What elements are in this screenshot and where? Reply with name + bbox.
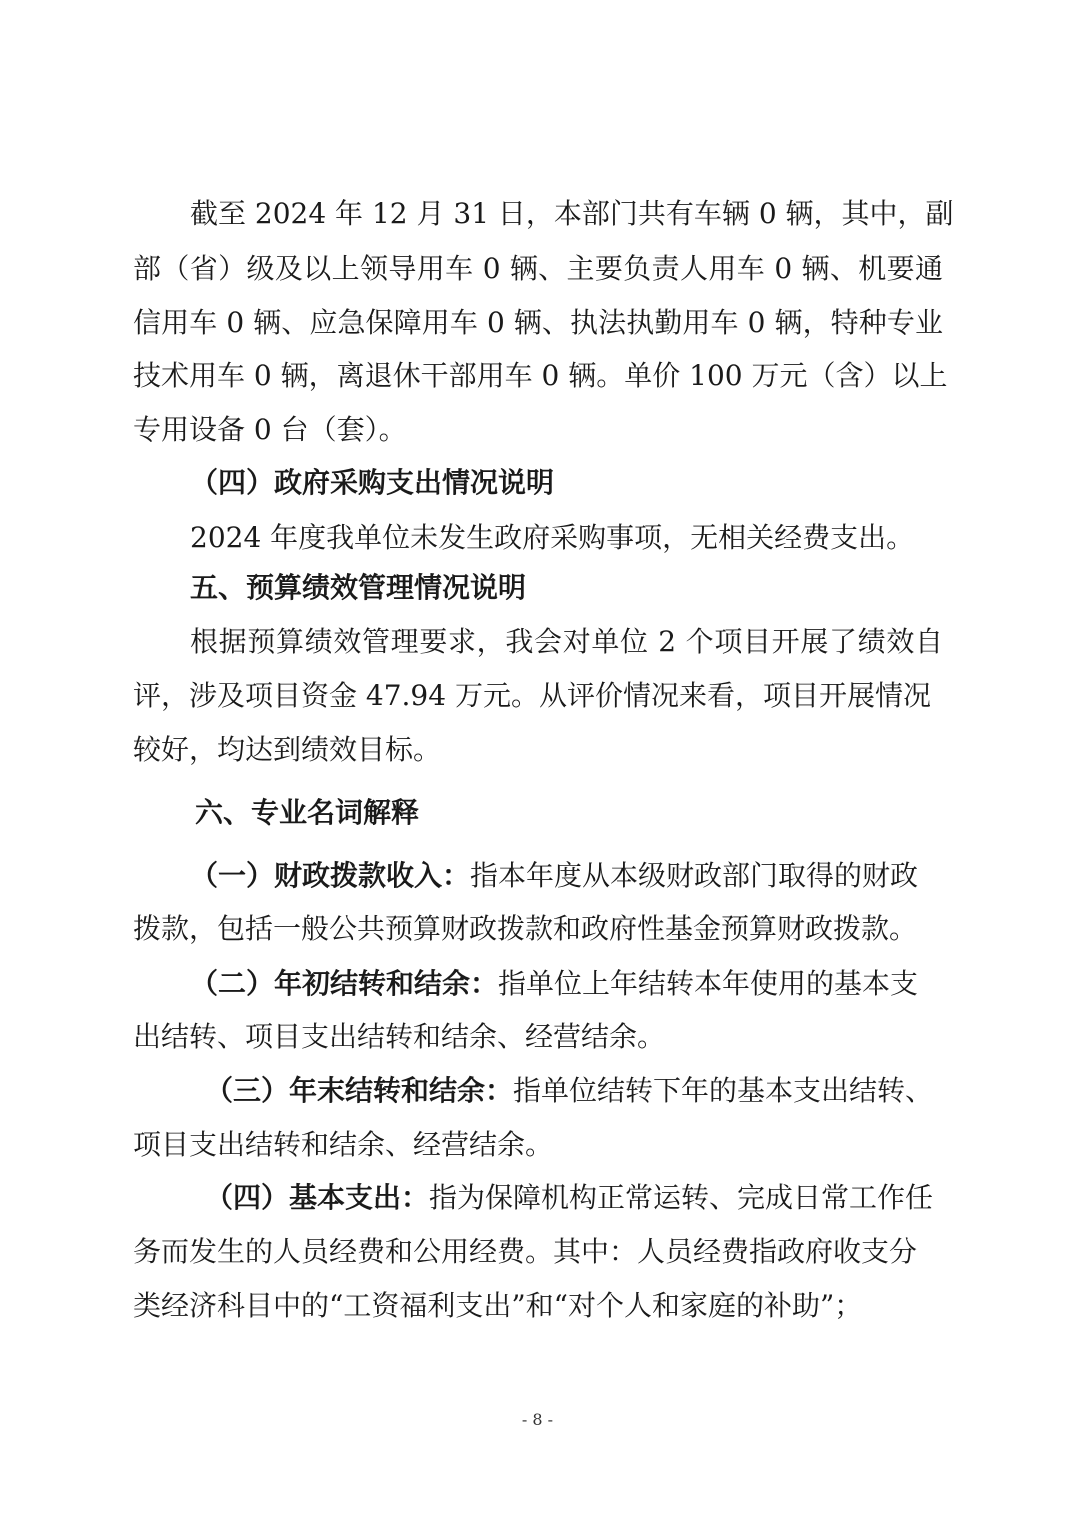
page-number: - 8 - <box>521 1410 554 1429</box>
glossary-item-line <box>205 1073 933 1109</box>
glossary-term: （四）基本支出： <box>205 1181 430 1214</box>
glossary-item-line <box>205 1180 933 1216</box>
paragraph-line: 部（省）级及以上领导用车 0 辆、主要负责人用车 0 辆、机要通 <box>133 252 943 285</box>
glossary-definition: 指单位上年结转本年使用的基本支 <box>498 967 919 1000</box>
glossary-item-line <box>190 858 918 894</box>
glossary-term: （二）年初结转和结余： <box>190 967 499 1000</box>
paragraph-line: 务而发生的人员经费和公用经费。其中：人员经费指政府收支分 <box>133 1235 918 1268</box>
section-heading: 五、预算绩效管理情况说明 <box>190 571 527 604</box>
paragraph-line: 较好，均达到绩效目标。 <box>133 733 442 766</box>
glossary-definition: 指本年度从本级财政部门取得的财政 <box>470 859 919 892</box>
paragraph-line: 项目支出结转和结余、经营结余。 <box>133 1128 554 1161</box>
paragraph-line: 出结转、项目支出结转和结余、经营结余。 <box>133 1020 666 1053</box>
glossary-term: （一）财政拨款收入： <box>190 859 471 892</box>
glossary-term: （三）年末结转和结余： <box>205 1074 514 1107</box>
paragraph-line: 评，涉及项目资金 47.94 万元。从评价情况来看，项目开展情况 <box>133 679 931 712</box>
paragraph-line: 信用车 0 辆、应急保障用车 0 辆、执法执勤用车 0 辆，特种专业 <box>133 306 943 339</box>
paragraph-line: 2024 年度我单位未发生政府采购事项，无相关经费支出。 <box>190 521 915 554</box>
paragraph-line: 拨款，包括一般公共预算财政拨款和政府性基金预算财政拨款。 <box>133 912 918 945</box>
paragraph-line: 截至 2024 年 12 月 31 日，本部门共有车辆 0 辆，其中，副 <box>190 197 954 230</box>
paragraph-line: 技术用车 0 辆，离退休干部用车 0 辆。单价 100 万元（含）以上 <box>133 359 948 392</box>
glossary-definition: 指单位结转下年的基本支出结转、 <box>513 1074 934 1107</box>
paragraph-line: 根据预算绩效管理要求，我会对单位 2 个项目开展了绩效自 <box>190 625 943 658</box>
section-heading: 六、专业名词解释 <box>195 796 420 829</box>
glossary-definition: 指为保障机构正常运转、完成日常工作任 <box>429 1181 934 1214</box>
glossary-item-line <box>190 966 918 1002</box>
section-heading: （四）政府采购支出情况说明 <box>190 466 555 499</box>
paragraph-line: 类经济科目中的“工资福利支出”和“对个人和家庭的补助”； <box>133 1289 863 1322</box>
paragraph-line: 专用设备 0 台（套）。 <box>133 413 407 446</box>
